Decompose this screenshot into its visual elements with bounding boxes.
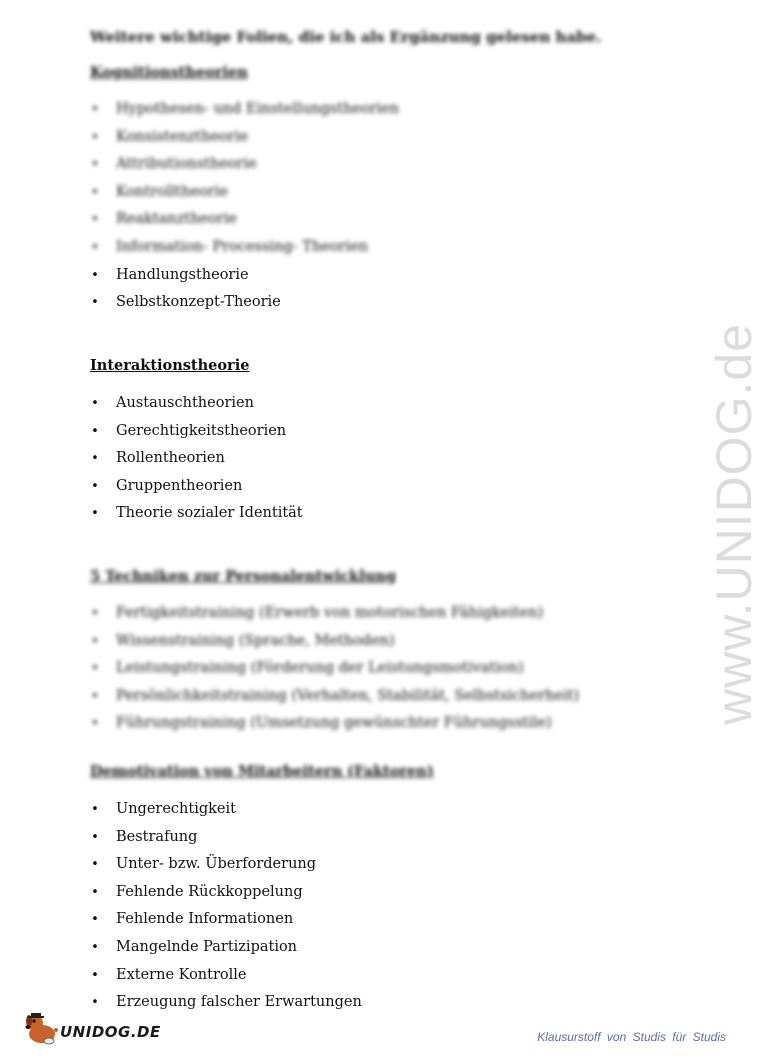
bullet-icon: • [91, 157, 99, 173]
list-item: • Kontrolltheorie [90, 179, 399, 207]
list-item: • Gruppentheorien [90, 473, 303, 501]
watermark-text: www.UNIDOG.de [706, 323, 762, 725]
list-item: • Wissenstraining (Sprache, Methoden) [90, 628, 579, 656]
list-personalentwicklung [90, 600, 579, 738]
list-item: • Mangelnde Partizipation [90, 934, 362, 962]
list-item: • Reaktanztheorie [90, 206, 399, 234]
section-heading-personalentwicklung: 5 Techniken zur Personalentwicklung [90, 568, 396, 585]
list-item: • Attributionstheorie [90, 151, 399, 179]
list-item: • Information- Processing- Theorien [90, 234, 399, 262]
bullet-icon: • [91, 129, 99, 145]
bullet-icon: • [91, 939, 99, 955]
footer-tagline: Klausurstoff von Studis für Studis [537, 1030, 726, 1044]
bullet-icon: • [91, 967, 99, 983]
list-item: • Persönlichkeitstraining (Verhalten, Stabilität, Selbstsicherheit) [90, 683, 579, 711]
section-heading-demotivation: Demotivation von Mitarbeitern (Faktoren) [90, 763, 434, 780]
list-kognitionstheorien [90, 96, 399, 317]
list-item: • Unter- bzw. Überforderung [90, 851, 362, 879]
list-item: • Fertigkeitstraining (Erwerb von motorischen Fähigkeiten) [90, 600, 579, 628]
bullet-icon: • [91, 506, 99, 522]
bullet-icon: • [91, 239, 99, 255]
bullet-icon: • [91, 267, 99, 283]
bullet-icon: • [91, 716, 99, 732]
unidog-logo [22, 1010, 162, 1046]
list-item: • Fehlende Informationen [90, 906, 362, 934]
bullet-icon: • [91, 212, 99, 228]
list-item: • Konsistenztheorie [90, 124, 399, 152]
section-heading-interaktionstheorie: Interaktionstheorie [90, 357, 250, 374]
logo-text: UNIDOG.DE [60, 1023, 161, 1041]
bullet-icon: • [91, 802, 99, 817]
bullet-icon: • [91, 884, 99, 900]
list-item: • Bestrafung [90, 824, 362, 852]
dog-mascot-icon [22, 1010, 62, 1046]
bullet-icon: • [91, 912, 99, 928]
bullet-icon: • [91, 606, 99, 621]
list-item: • Fehlende Rückkoppelung [90, 879, 362, 907]
bullet-icon: • [91, 295, 99, 311]
list-demotivation [90, 796, 362, 1017]
bullet-icon: • [91, 857, 99, 873]
list-item: • Rollentheorien [90, 445, 303, 473]
list-item: • Gerechtigkeitstheorien [90, 418, 303, 446]
list-item: • Theorie sozialer Identität [90, 500, 303, 528]
list-item: • Leistungstraining (Förderung der Leistungsmotivation) [90, 655, 579, 683]
bullet-icon: • [91, 829, 99, 845]
bullet-icon: • [91, 633, 99, 649]
list-item: • Externe Kontrolle [90, 962, 362, 990]
list-item: • Führungstraining (Umsetzung gewünschter Führungsstile) [90, 710, 579, 738]
bullet-icon: • [91, 396, 99, 411]
bullet-icon: • [91, 995, 99, 1011]
list-item: • Selbstkonzept-Theorie [90, 289, 399, 317]
bullet-icon: • [91, 184, 99, 200]
section-heading-kognitionstheorien: Kognitionstheorien [90, 64, 248, 81]
bullet-icon: • [91, 478, 99, 494]
list-interaktionstheorie [90, 390, 303, 528]
intro-line: Weitere wichtige Folien, die ich als Ergänzung gelesen habe. [90, 28, 602, 46]
bullet-icon: • [91, 661, 99, 677]
list-item: • Erzeugung falscher Erwartungen [90, 989, 362, 1017]
bullet-icon: • [91, 102, 99, 117]
list-item: • Ungerechtigkeit [90, 796, 362, 824]
list-item: • Handlungstheorie [90, 262, 399, 290]
list-item: • Austauschtheorien [90, 390, 303, 418]
bullet-icon: • [91, 688, 99, 704]
bullet-icon: • [91, 423, 99, 439]
bullet-icon: • [91, 451, 99, 467]
list-item: • Hypothesen- und Einstellungstheorien [90, 96, 399, 124]
